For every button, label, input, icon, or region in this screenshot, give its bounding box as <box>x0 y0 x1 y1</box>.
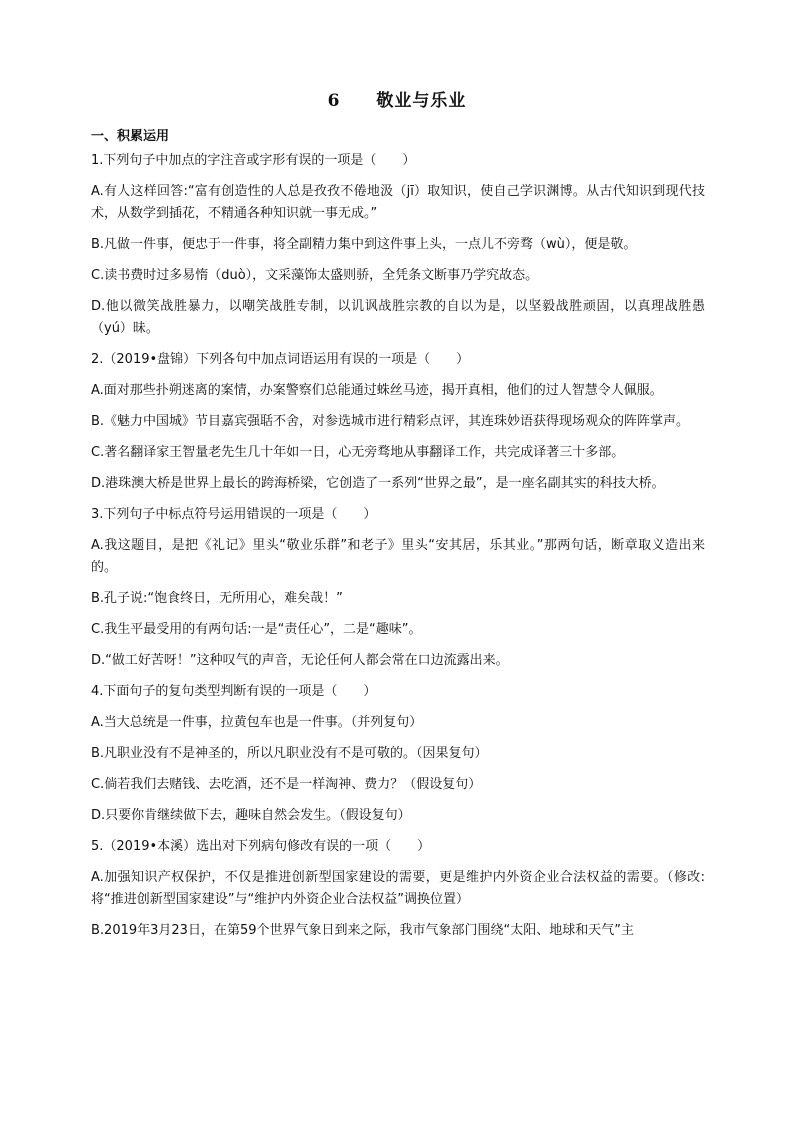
page-title <box>0 86 794 111</box>
lesson-title: 敬业与乐业 <box>376 91 467 111</box>
option-3a: A.我这题目，是把《礼记》里头“敬业乐群”和老子》里头“安其居，乐其业。”那两句话，断章取义造出来的。 <box>91 538 705 575</box>
lesson-number: 6 <box>327 91 341 111</box>
option-4b: B.凡职业没有不是神圣的，所以凡职业没有不是可敬的。（因果复句） <box>91 746 488 761</box>
section-heading: 一、积累运用 <box>91 129 170 144</box>
option-1a: A.有人这样回答:“富有创造性的人总是孜孜不倦地汲（jī）取知识，使自己学识渊博。从古代知识到现代技术，从数学到插花，不精通各种知识就一事无成。” <box>91 184 705 221</box>
question-body <box>91 150 705 951</box>
question-2: 2.（2019•盘锦）下列各句中加点词语运用有误的一项是（ ） <box>91 352 470 367</box>
option-2d: D.港珠澳大桥是世界上最长的跨海桥梁，它创造了一系列“世界之最”，是一座名副其实的科技大桥。 <box>91 476 665 491</box>
option-1c: C.读书费时过多易惰（duò），文采藻饰太盛则骄，全凭条文断事乃学究故态。 <box>91 268 539 283</box>
option-5a: A.加强知识产权保护，不仅是推进创新型国家建设的需要，更是维护内外资企业合法权益的需要。（修改:将“推进创新型国家建设”与“维护内外资企业合法权益”调换位置） <box>91 870 705 907</box>
question-3: 3.下列句子中标点符号运用错误的一项是（ ） <box>91 507 377 522</box>
option-5b: B.2019年3月23日，在第59个世界气象日到来之际，我市气象部门围绕“太阳、地球和天气”主 <box>91 923 634 938</box>
option-3b: B.孔子说:“饱食终日，无所用心，难矣哉！” <box>91 591 343 606</box>
option-4a: A.当大总统是一件事，拉黄包车也是一件事。（并列复句） <box>91 715 423 730</box>
question-5: 5.（2019•本溪）选出对下列病句修改有误的一项（ ） <box>91 839 431 854</box>
option-1d: D.他以微笑战胜暴力，以嘲笑战胜专制，以讥讽战胜宗教的自以为是，以坚毅战胜顽固，以真理战胜愚（yú）昧。 <box>91 299 705 336</box>
option-2a: A.面对那些扑朔迷离的案情，办案警察们总能通过蛛丝马迹，揭开真相，他们的过人智慧令人佩服。 <box>91 383 663 398</box>
option-3d: D.“做工好苦呀！”这种叹气的声音，无论任何人都会常在口边流露出来。 <box>91 653 509 668</box>
question-4: 4.下面句子的复句类型判断有误的一项是（ ） <box>91 684 377 699</box>
option-1b: B.凡做一件事，便忠于一件事，将全副精力集中到这件事上头，一点儿不旁骛（wù），便是敬。 <box>91 237 637 252</box>
option-2b: B.《魅力中国城》节目嘉宾强聒不舍，对参选城市进行精彩点评，其连珠妙语获得现场观众的阵阵掌声。 <box>91 414 690 429</box>
option-2c: C.著名翻译家王智量老先生几十年如一日，心无旁骛地从事翻译工作，共完成译著三十多部。 <box>91 445 625 460</box>
option-4c: C.倘若我们去赌钱、去吃酒，还不是一样淘神、费力？（假设复句） <box>91 777 482 792</box>
option-3c: C.我生平最受用的有两句话:一是“责任心”，二是“趣味”。 <box>91 622 422 637</box>
option-4d: D.只要你肯继续做下去，趣味自然会发生。（假设复句） <box>91 808 411 823</box>
question-1: 1.下列句子中加点的字注音或字形有误的一项是（ ） <box>91 153 416 168</box>
